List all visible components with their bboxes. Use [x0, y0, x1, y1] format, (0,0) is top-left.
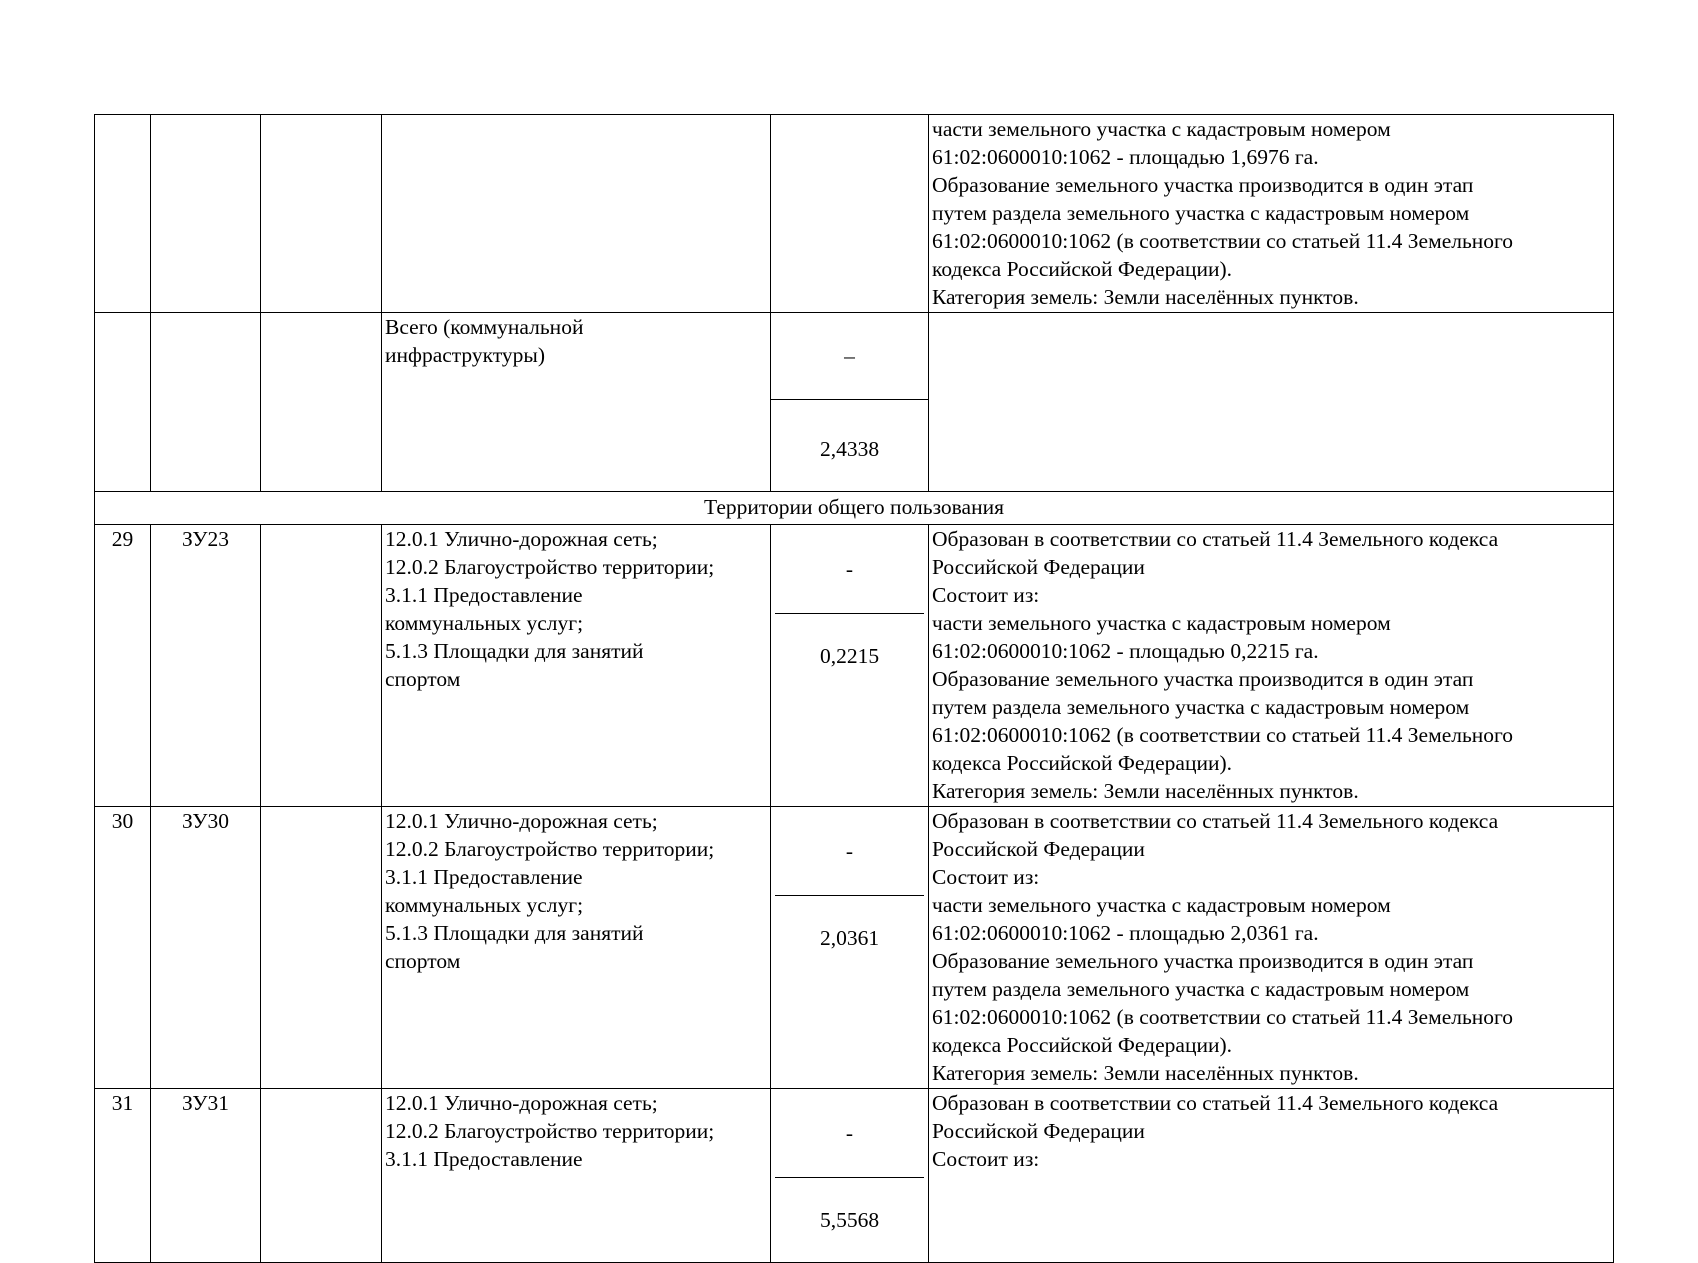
table-row	[95, 525, 1614, 807]
empty-cell	[261, 1089, 382, 1263]
plot-code-cell	[151, 313, 261, 492]
area-numerator: -	[845, 839, 854, 863]
plot-code: ЗУ31	[151, 1089, 261, 1263]
description: Образован в соответствии со статьей 11.4 Земельного кодекса Российской Федерации Состоит из: части земельного участка с кадастровым номером 61:02:0600010:1062 - площадью 2,0361 га. Образование земельного участка производится в один этап путем раздела земельного участка с кадастровым номером 61:02:0600010:1062 (в соответствии со статьей 11.4 Земельного кодекса Российской Федерации). Категория земель: Земли населённых пунктов.	[929, 807, 1614, 1089]
fraction-line	[775, 1177, 924, 1178]
row-number: 29	[95, 525, 151, 807]
total-label: Всего (коммунальной инфраструктуры)	[382, 313, 771, 492]
table-row	[95, 807, 1614, 1089]
description: Образован в соответствии со статьей 11.4 Земельного кодекса Российской Федерации Состоит из: части земельного участка с кадастровым номером 61:02:0600010:1062 - площадью 0,2215 га. Образование земельного участка производится в один этап путем раздела земельного участка с кадастровым номером 61:02:0600010:1062 (в соответствии со статьей 11.4 Земельного кодекса Российской Федерации). Категория земель: Земли населённых пунктов.	[929, 525, 1614, 807]
empty-cell	[261, 525, 382, 807]
area-value: 2,0361	[819, 926, 880, 950]
fraction-line	[775, 895, 924, 896]
row-number-cell	[95, 313, 151, 492]
permitted-use: 12.0.1 Улично-дорожная сеть; 12.0.2 Благоустройство территории; 3.1.1 Предоставление коммунальных услуг; 5.1.3 Площадки для занятий спортом	[382, 525, 771, 807]
area-value: 5,5568	[819, 1208, 880, 1232]
plot-code: ЗУ30	[151, 807, 261, 1089]
area-numerator: -	[845, 557, 854, 581]
permitted-use: 12.0.1 Улично-дорожная сеть; 12.0.2 Благоустройство территории; 3.1.1 Предоставление	[382, 1089, 771, 1263]
fraction-line	[771, 399, 928, 400]
total-area-value: 2,4338	[819, 437, 880, 461]
description-cell: части земельного участка с кадастровым номером 61:02:0600010:1062 - площадью 1,6976 га. Образование земельного участка производится в один этап путем раздела земельного участка с кадастровым номером 61:02:0600010:1062 (в соответствии со статьей 11.4 Земельного кодекса Российской Федерации). Категория земель: Земли населённых пунктов.	[929, 115, 1614, 313]
total-area-cell	[771, 313, 929, 492]
total-area-numerator: –	[844, 344, 855, 368]
plot-code: ЗУ23	[151, 525, 261, 807]
fraction-line	[775, 613, 924, 614]
area-numerator: -	[845, 1121, 854, 1145]
description: Образован в соответствии со статьей 11.4 Земельного кодекса Российской Федерации Состоит из:	[929, 1089, 1614, 1263]
empty-cell	[261, 115, 382, 313]
table-row	[95, 1089, 1614, 1263]
table-row-continuation	[95, 115, 1614, 313]
row-number: 31	[95, 1089, 151, 1263]
table-row-total	[95, 313, 1614, 492]
empty-cell	[261, 807, 382, 1089]
land-plot-table	[94, 114, 1614, 1263]
area-cell	[771, 115, 929, 313]
section-header-row	[95, 492, 1614, 525]
row-number: 30	[95, 807, 151, 1089]
area-cell	[771, 807, 929, 1089]
description-cell	[929, 313, 1614, 492]
permitted-use: 12.0.1 Улично-дорожная сеть; 12.0.2 Благоустройство территории; 3.1.1 Предоставление коммунальных услуг; 5.1.3 Площадки для занятий спортом	[382, 807, 771, 1089]
empty-cell	[261, 313, 382, 492]
plot-code-cell	[151, 115, 261, 313]
area-value: 0,2215	[819, 644, 880, 668]
area-cell	[771, 525, 929, 807]
permitted-use-cell	[382, 115, 771, 313]
section-title: Территории общего пользования	[95, 492, 1614, 525]
row-number-cell	[95, 115, 151, 313]
area-cell	[771, 1089, 929, 1263]
